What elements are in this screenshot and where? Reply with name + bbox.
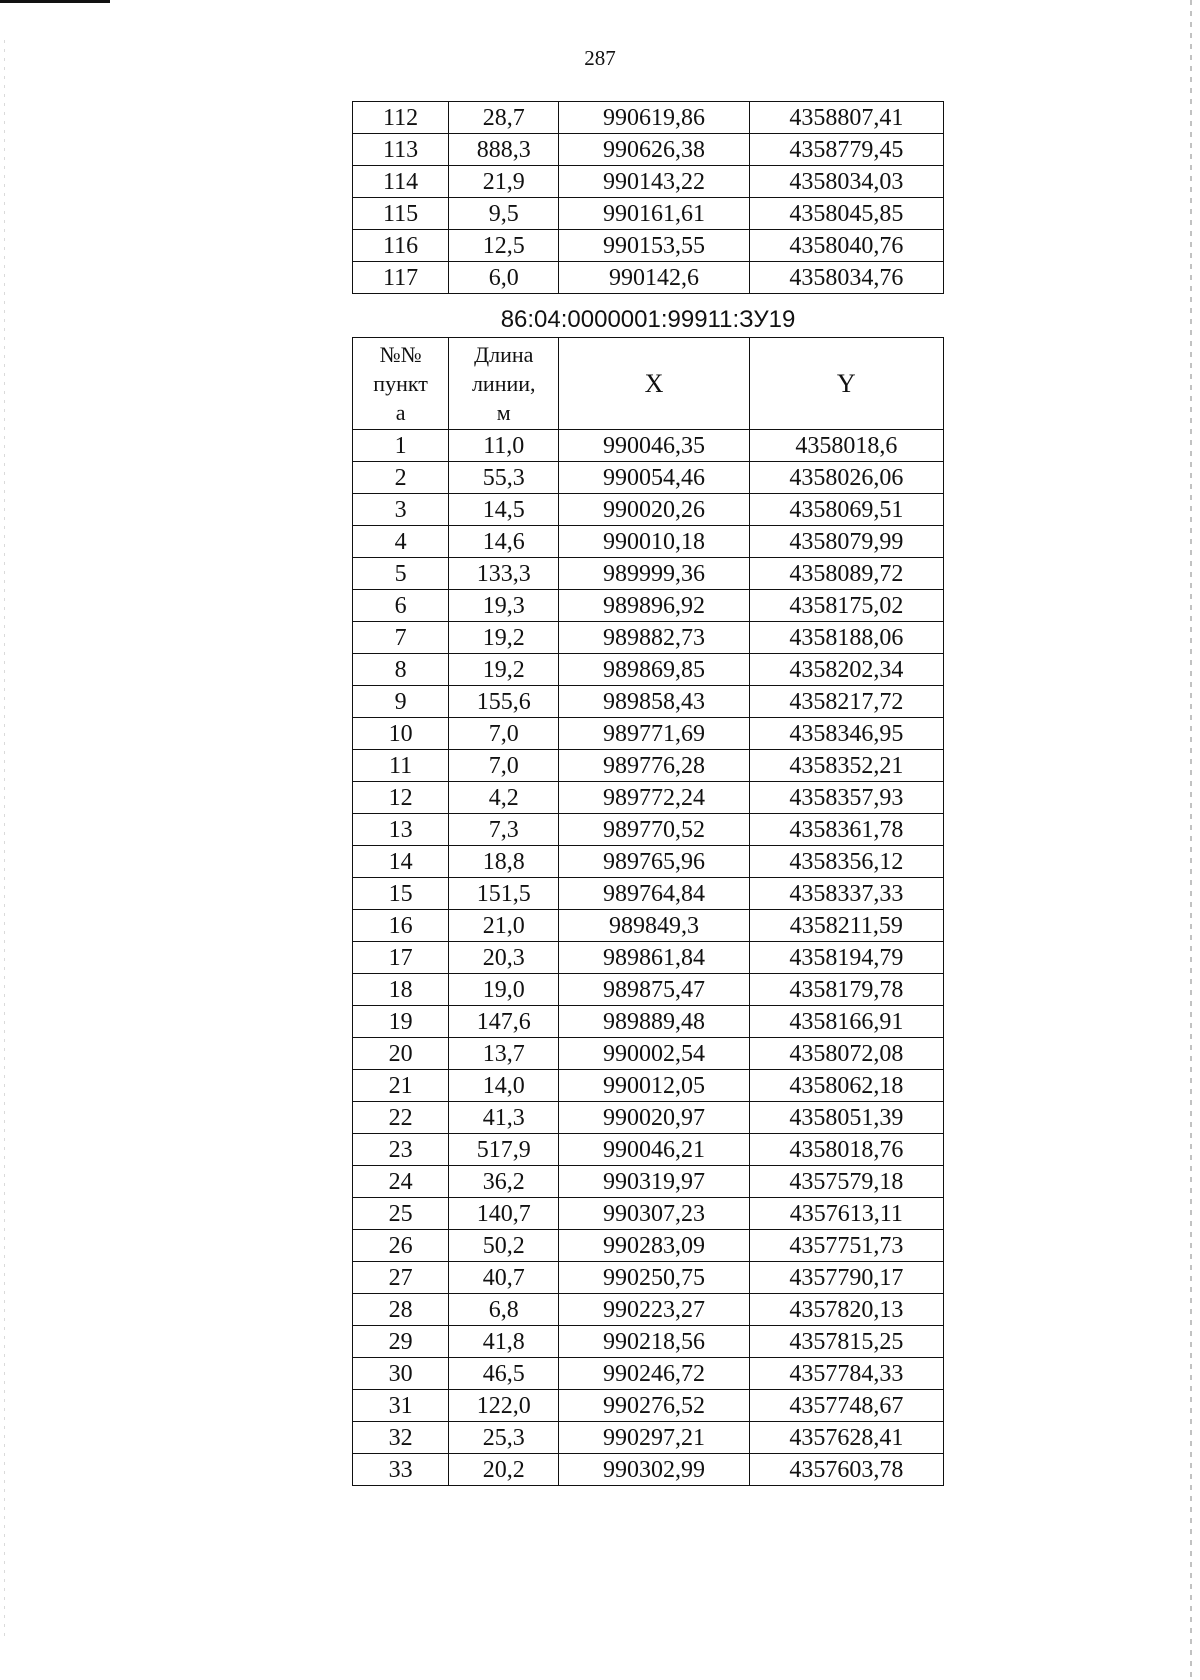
x-coordinate-cell: 990276,52: [559, 1390, 749, 1422]
x-coordinate-cell: 990046,35: [559, 430, 749, 462]
point-number-cell: 19: [353, 1006, 449, 1038]
y-coordinate-cell: 4358194,79: [749, 942, 943, 974]
table-row: [353, 910, 944, 942]
line-length-cell: 28,7: [449, 102, 559, 134]
line-length-cell: 7,3: [449, 814, 559, 846]
point-number-cell: 28: [353, 1294, 449, 1326]
table-row: [353, 590, 944, 622]
y-coordinate-cell: 4357748,67: [749, 1390, 943, 1422]
y-coordinate-cell: 4358026,06: [749, 462, 943, 494]
line-length-cell: 7,0: [449, 750, 559, 782]
point-number-cell: 21: [353, 1070, 449, 1102]
x-coordinate-cell: 990302,99: [559, 1454, 749, 1486]
x-coordinate-cell: 989849,3: [559, 910, 749, 942]
header-text: Длина: [474, 342, 534, 367]
header-line-length: [449, 338, 559, 430]
x-coordinate-cell: 989875,47: [559, 974, 749, 1006]
table-row: [353, 430, 944, 462]
point-number-cell: 117: [353, 262, 449, 294]
point-number-cell: 30: [353, 1358, 449, 1390]
line-length-cell: 18,8: [449, 846, 559, 878]
table-body: [353, 102, 944, 294]
point-number-cell: 26: [353, 1230, 449, 1262]
header-text: пункт: [373, 371, 428, 396]
table-row: [353, 622, 944, 654]
y-coordinate-cell: 4358069,51: [749, 494, 943, 526]
table-row: [353, 1326, 944, 1358]
y-coordinate-cell: 4358089,72: [749, 558, 943, 590]
x-coordinate-cell: 990054,46: [559, 462, 749, 494]
point-number-cell: 33: [353, 1454, 449, 1486]
y-coordinate-cell: 4358346,95: [749, 718, 943, 750]
point-number-cell: 8: [353, 654, 449, 686]
y-coordinate-cell: 4358211,59: [749, 910, 943, 942]
point-number-cell: 15: [353, 878, 449, 910]
point-number-cell: 3: [353, 494, 449, 526]
y-coordinate-cell: 4357628,41: [749, 1422, 943, 1454]
line-length-cell: 50,2: [449, 1230, 559, 1262]
point-number-cell: 112: [353, 102, 449, 134]
line-length-cell: 20,2: [449, 1454, 559, 1486]
y-coordinate-cell: 4358062,18: [749, 1070, 943, 1102]
table-row: [353, 718, 944, 750]
header-text: а: [395, 400, 406, 425]
table-row: [353, 814, 944, 846]
header-y: Y: [749, 338, 943, 430]
y-coordinate-cell: 4358337,33: [749, 878, 943, 910]
x-coordinate-cell: 989858,43: [559, 686, 749, 718]
point-number-cell: 7: [353, 622, 449, 654]
header-text: №№: [379, 342, 422, 367]
line-length-cell: 140,7: [449, 1198, 559, 1230]
table-row: [353, 1262, 944, 1294]
table-row: [353, 1038, 944, 1070]
line-length-cell: 888,3: [449, 134, 559, 166]
x-coordinate-cell: 990626,38: [559, 134, 749, 166]
y-coordinate-cell: 4358034,76: [749, 262, 943, 294]
point-number-cell: 1: [353, 430, 449, 462]
table-row: [353, 654, 944, 686]
table-row: [353, 686, 944, 718]
point-number-cell: 9: [353, 686, 449, 718]
table-row: [353, 1390, 944, 1422]
header-x: X: [559, 338, 749, 430]
table-row: [353, 782, 944, 814]
x-coordinate-cell: 989770,52: [559, 814, 749, 846]
x-coordinate-cell: 990283,09: [559, 1230, 749, 1262]
x-coordinate-cell: 990619,86: [559, 102, 749, 134]
table-row: [353, 558, 944, 590]
y-coordinate-cell: 4358779,45: [749, 134, 943, 166]
y-coordinate-cell: 4358202,34: [749, 654, 943, 686]
scan-left-edge: [4, 40, 5, 1640]
y-coordinate-cell: 4357820,13: [749, 1294, 943, 1326]
line-length-cell: 122,0: [449, 1390, 559, 1422]
table-row: [353, 102, 944, 134]
x-coordinate-cell: 989765,96: [559, 846, 749, 878]
table-row: [353, 750, 944, 782]
table-row: [353, 230, 944, 262]
scan-top-rule: [0, 0, 110, 3]
point-number-cell: 113: [353, 134, 449, 166]
x-coordinate-cell: 990143,22: [559, 166, 749, 198]
line-length-cell: 14,0: [449, 1070, 559, 1102]
y-coordinate-cell: 4358166,91: [749, 1006, 943, 1038]
point-number-cell: 5: [353, 558, 449, 590]
point-number-cell: 18: [353, 974, 449, 1006]
line-length-cell: 19,0: [449, 974, 559, 1006]
line-length-cell: 36,2: [449, 1166, 559, 1198]
line-length-cell: 6,8: [449, 1294, 559, 1326]
table-row: [353, 1070, 944, 1102]
scan-right-edge: [1190, 0, 1192, 1680]
x-coordinate-cell: 990002,54: [559, 1038, 749, 1070]
x-coordinate-cell: 989861,84: [559, 942, 749, 974]
point-number-cell: 23: [353, 1134, 449, 1166]
coordinates-table: [352, 337, 944, 1486]
point-number-cell: 2: [353, 462, 449, 494]
point-number-cell: 31: [353, 1390, 449, 1422]
point-number-cell: 27: [353, 1262, 449, 1294]
table-row: [353, 974, 944, 1006]
y-coordinate-cell: 4358179,78: [749, 974, 943, 1006]
point-number-cell: 20: [353, 1038, 449, 1070]
line-length-cell: 21,9: [449, 166, 559, 198]
x-coordinate-cell: 989776,28: [559, 750, 749, 782]
y-coordinate-cell: 4358040,76: [749, 230, 943, 262]
header-point-number: [353, 338, 449, 430]
x-coordinate-cell: 989882,73: [559, 622, 749, 654]
table-body: [353, 430, 944, 1486]
x-coordinate-cell: 990218,56: [559, 1326, 749, 1358]
table-row: [353, 878, 944, 910]
y-coordinate-cell: 4358045,85: [749, 198, 943, 230]
x-coordinate-cell: 990153,55: [559, 230, 749, 262]
line-length-cell: 7,0: [449, 718, 559, 750]
y-coordinate-cell: 4358175,02: [749, 590, 943, 622]
line-length-cell: 14,6: [449, 526, 559, 558]
line-length-cell: 55,3: [449, 462, 559, 494]
y-coordinate-cell: 4358051,39: [749, 1102, 943, 1134]
point-number-cell: 116: [353, 230, 449, 262]
table-row: [353, 1454, 944, 1486]
line-length-cell: 12,5: [449, 230, 559, 262]
y-coordinate-cell: 4358357,93: [749, 782, 943, 814]
x-coordinate-cell: 990010,18: [559, 526, 749, 558]
line-length-cell: 4,2: [449, 782, 559, 814]
x-coordinate-cell: 990046,21: [559, 1134, 749, 1166]
table-row: [353, 262, 944, 294]
header-text: м: [496, 400, 511, 425]
x-coordinate-cell: 990246,72: [559, 1358, 749, 1390]
point-number-cell: 29: [353, 1326, 449, 1358]
table-row: [353, 1166, 944, 1198]
line-length-cell: 41,3: [449, 1102, 559, 1134]
y-coordinate-cell: 4357784,33: [749, 1358, 943, 1390]
line-length-cell: 19,3: [449, 590, 559, 622]
point-number-cell: 16: [353, 910, 449, 942]
line-length-cell: 19,2: [449, 622, 559, 654]
point-number-cell: 17: [353, 942, 449, 974]
line-length-cell: 21,0: [449, 910, 559, 942]
table-row: [353, 1006, 944, 1038]
line-length-cell: 133,3: [449, 558, 559, 590]
table-row: [353, 1102, 944, 1134]
point-number-cell: 115: [353, 198, 449, 230]
y-coordinate-cell: 4358356,12: [749, 846, 943, 878]
table-row: [353, 1422, 944, 1454]
header-row: [353, 338, 944, 430]
x-coordinate-cell: 989764,84: [559, 878, 749, 910]
table-row: [353, 1134, 944, 1166]
y-coordinate-cell: 4358361,78: [749, 814, 943, 846]
point-number-cell: 10: [353, 718, 449, 750]
y-coordinate-cell: 4358352,21: [749, 750, 943, 782]
y-coordinate-cell: 4357815,25: [749, 1326, 943, 1358]
x-coordinate-cell: 990020,26: [559, 494, 749, 526]
x-coordinate-cell: 990250,75: [559, 1262, 749, 1294]
point-number-cell: 114: [353, 166, 449, 198]
table-row: [353, 166, 944, 198]
y-coordinate-cell: 4357751,73: [749, 1230, 943, 1262]
point-number-cell: 11: [353, 750, 449, 782]
table-row: [353, 198, 944, 230]
x-coordinate-cell: 990161,61: [559, 198, 749, 230]
x-coordinate-cell: 989999,36: [559, 558, 749, 590]
line-length-cell: 41,8: [449, 1326, 559, 1358]
table-row: [353, 1294, 944, 1326]
point-number-cell: 4: [353, 526, 449, 558]
section-title: 86:04:0000001:99911:ЗУ19: [500, 306, 796, 333]
line-length-cell: 6,0: [449, 262, 559, 294]
line-length-cell: 20,3: [449, 942, 559, 974]
point-number-cell: 12: [353, 782, 449, 814]
line-length-cell: 147,6: [449, 1006, 559, 1038]
y-coordinate-cell: 4358018,6: [749, 430, 943, 462]
line-length-cell: 19,2: [449, 654, 559, 686]
x-coordinate-cell: 989772,24: [559, 782, 749, 814]
y-coordinate-cell: 4358217,72: [749, 686, 943, 718]
x-coordinate-cell: 990307,23: [559, 1198, 749, 1230]
point-number-cell: 25: [353, 1198, 449, 1230]
y-coordinate-cell: 4357579,18: [749, 1166, 943, 1198]
table-row: [353, 494, 944, 526]
line-length-cell: 25,3: [449, 1422, 559, 1454]
line-length-cell: 46,5: [449, 1358, 559, 1390]
line-length-cell: 517,9: [449, 1134, 559, 1166]
table-row: [353, 1198, 944, 1230]
x-coordinate-cell: 990142,6: [559, 262, 749, 294]
line-length-cell: 151,5: [449, 878, 559, 910]
header-text: линии,: [471, 371, 536, 396]
coordinates-table-continued: [352, 101, 944, 294]
line-length-cell: 14,5: [449, 494, 559, 526]
x-coordinate-cell: 990020,97: [559, 1102, 749, 1134]
point-number-cell: 22: [353, 1102, 449, 1134]
y-coordinate-cell: 4358018,76: [749, 1134, 943, 1166]
line-length-cell: 155,6: [449, 686, 559, 718]
x-coordinate-cell: 990223,27: [559, 1294, 749, 1326]
line-length-cell: 40,7: [449, 1262, 559, 1294]
table-header: [353, 338, 944, 430]
y-coordinate-cell: 4358188,06: [749, 622, 943, 654]
point-number-cell: 24: [353, 1166, 449, 1198]
y-coordinate-cell: 4358079,99: [749, 526, 943, 558]
x-coordinate-cell: 989771,69: [559, 718, 749, 750]
y-coordinate-cell: 4358807,41: [749, 102, 943, 134]
table-row: [353, 1230, 944, 1262]
point-number-cell: 14: [353, 846, 449, 878]
page-number: 287: [584, 46, 616, 70]
x-coordinate-cell: 990297,21: [559, 1422, 749, 1454]
line-length-cell: 11,0: [449, 430, 559, 462]
point-number-cell: 32: [353, 1422, 449, 1454]
y-coordinate-cell: 4357603,78: [749, 1454, 943, 1486]
point-number-cell: 6: [353, 590, 449, 622]
line-length-cell: 9,5: [449, 198, 559, 230]
table-row: [353, 462, 944, 494]
y-coordinate-cell: 4358072,08: [749, 1038, 943, 1070]
table-row: [353, 1358, 944, 1390]
table-row: [353, 846, 944, 878]
y-coordinate-cell: 4358034,03: [749, 166, 943, 198]
x-coordinate-cell: 989896,92: [559, 590, 749, 622]
point-number-cell: 13: [353, 814, 449, 846]
x-coordinate-cell: 989869,85: [559, 654, 749, 686]
x-coordinate-cell: 990012,05: [559, 1070, 749, 1102]
y-coordinate-cell: 4357790,17: [749, 1262, 943, 1294]
line-length-cell: 13,7: [449, 1038, 559, 1070]
y-coordinate-cell: 4357613,11: [749, 1198, 943, 1230]
x-coordinate-cell: 990319,97: [559, 1166, 749, 1198]
table-row: [353, 134, 944, 166]
x-coordinate-cell: 989889,48: [559, 1006, 749, 1038]
table-row: [353, 526, 944, 558]
table-row: [353, 942, 944, 974]
